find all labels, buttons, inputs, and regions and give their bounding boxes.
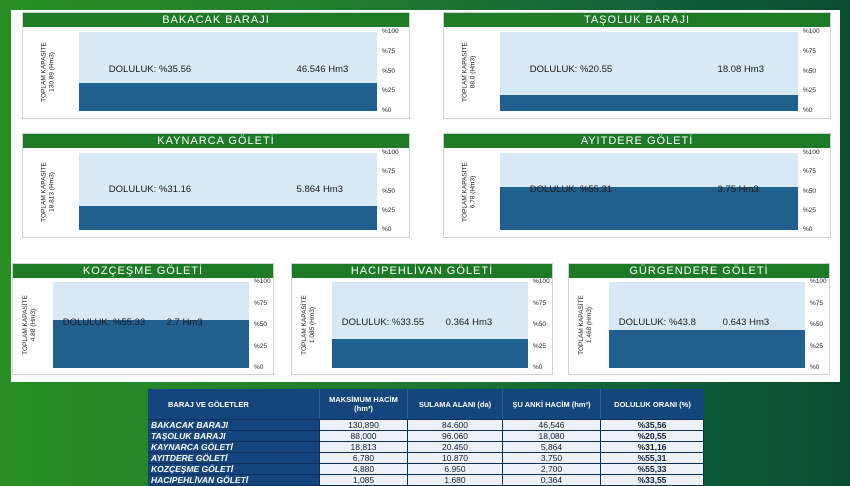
y-tick-label: %50	[382, 187, 396, 195]
y-tick-label: %0	[810, 364, 820, 371]
table-cell: 84.600	[408, 420, 503, 431]
y-tick-label: %25	[382, 206, 396, 214]
reservoir-chart-card	[22, 133, 410, 238]
table-row	[148, 420, 704, 431]
hacim-label: 5.864 Hm3	[296, 183, 344, 195]
y-axis-title	[461, 32, 479, 111]
hacim-label: 18.08 Hm3	[717, 63, 765, 75]
y-axis-title	[578, 282, 596, 368]
y-axis-title-line: TOPLAM KAPASİTE	[461, 41, 468, 102]
fill-bar	[500, 95, 798, 111]
doluluk-label: DOLULUK: %33.55	[341, 317, 425, 328]
y-tick-label: %25	[803, 87, 817, 95]
y-tick-label: %0	[254, 364, 264, 371]
y-axis-title	[40, 32, 58, 111]
y-axis-title	[22, 282, 40, 368]
hacim-label: 3.75 Hm3	[717, 183, 759, 195]
y-tick-label: %25	[382, 87, 396, 95]
table-row	[148, 431, 704, 442]
chart-title: GÜRGENDERE GÖLETİ	[569, 264, 829, 278]
y-tick-label: %25	[533, 342, 547, 350]
y-axis-title-line: TOPLAM KAPASİTE	[301, 295, 308, 355]
chart-title: KOZÇEŞME GÖLETİ	[13, 264, 273, 278]
y-tick-label: %0	[803, 107, 813, 114]
header-su-anki-hacim: ŞU ANKİ HACİM (hm³)	[503, 389, 601, 419]
y-tick-label: %0	[803, 226, 813, 233]
reservoir-chart-card	[22, 12, 410, 119]
y-axis-capacity: 1.468 (Hm3)	[586, 306, 593, 344]
table-header	[148, 389, 704, 419]
table-cell: 130,890	[320, 420, 408, 431]
table-cell: 10.870	[408, 453, 503, 464]
header-baraj: BARAJ VE GÖLETLER	[148, 389, 320, 419]
doluluk-label: DOLULUK: %20.55	[529, 63, 613, 75]
table-cell-name: BAKACAK BARAJI	[148, 420, 320, 431]
doluluk-label: DOLULUK: %31.16	[108, 183, 192, 195]
y-axis-title	[461, 153, 479, 230]
y-axis-title-line: TOPLAM KAPASİTE	[40, 161, 47, 222]
chart-title: TAŞOLUK BARAJI	[444, 13, 830, 27]
table-cell: %55,31	[601, 453, 704, 464]
chart-title: KAYNARCA GÖLETİ	[23, 134, 409, 148]
y-axis-title-line: TOPLAM KAPASİTE	[22, 295, 29, 355]
chart-title: AYITDERE GÖLETİ	[444, 134, 830, 148]
table-cell: 18,080	[503, 431, 601, 442]
y-tick-label: %75	[382, 47, 396, 55]
table-cell-name: TAŞOLUK BARAJI	[148, 431, 320, 442]
header-maksimum-hacim: MAKSİMUM HACİM (hm³)	[320, 389, 408, 419]
y-tick-label: %50	[810, 321, 824, 328]
table-cell: 6.950	[408, 464, 503, 475]
hacim-label: 0.364 Hm3	[445, 317, 493, 328]
table-cell: %35,56	[601, 420, 704, 431]
table-cell: 3,750	[503, 453, 601, 464]
table-cell: 88,000	[320, 431, 408, 442]
fill-bar	[332, 339, 528, 368]
y-tick-label: %75	[803, 47, 817, 55]
hacim-label: 0.643 Hm3	[722, 317, 770, 328]
y-tick-label: %100	[803, 149, 820, 156]
y-tick-label: %50	[803, 187, 817, 195]
y-tick-label: %75	[803, 168, 817, 176]
table-row	[148, 475, 704, 486]
doluluk-label: DOLULUK: %55.33	[62, 317, 146, 328]
doluluk-label: DOLULUK: %43.8	[618, 317, 696, 328]
y-tick-label: %0	[533, 364, 543, 371]
fill-bar	[79, 206, 377, 230]
table-cell: 4,880	[320, 464, 408, 475]
table-row	[148, 453, 704, 464]
y-tick-label: %0	[382, 226, 392, 233]
table-cell: 0,364	[503, 475, 601, 486]
y-tick-label: %75	[382, 168, 396, 176]
y-axis-capacity: 18.813 (Hm3)	[48, 171, 55, 212]
table-cell: 5,864	[503, 442, 601, 453]
y-tick-label: %100	[382, 149, 399, 156]
hacim-label: 46.546 Hm3	[296, 63, 349, 75]
table-cell: 96.060	[408, 431, 503, 442]
table-row	[148, 464, 704, 475]
table-cell: 18,813	[320, 442, 408, 453]
table-cell: %20,55	[601, 431, 704, 442]
y-axis-capacity: 4.88 (Hm3)	[30, 308, 37, 342]
doluluk-label: DOLULUK: %35.56	[108, 63, 192, 75]
chart-title: BAKACAK BARAJI	[23, 13, 409, 27]
y-tick-label: %50	[803, 67, 817, 75]
y-axis-title	[301, 282, 319, 368]
y-axis-capacity: 6.78 (Hm3)	[469, 175, 476, 208]
hacim-label: 2.7 Hm3	[166, 317, 203, 328]
table-cell: %33,55	[601, 475, 704, 486]
y-tick-label: %25	[254, 342, 268, 350]
table-cell: 1,085	[320, 475, 408, 486]
reservoir-chart-card	[291, 263, 553, 375]
table-cell: 46,546	[503, 420, 601, 431]
table-cell: %31,16	[601, 442, 704, 453]
chart-title: HACIPEHLİVAN GÖLETİ	[292, 264, 552, 278]
y-tick-label: %100	[382, 28, 399, 35]
reservoir-chart-card	[12, 263, 274, 375]
reservoir-chart-card	[443, 12, 831, 119]
y-tick-label: %25	[803, 206, 817, 214]
y-tick-label: %75	[254, 299, 268, 307]
y-tick-label: %100	[810, 278, 827, 285]
table-cell: %55,33	[601, 464, 704, 475]
y-tick-label: %100	[803, 28, 820, 35]
y-axis-capacity: 130.89 (Hm3)	[48, 51, 55, 92]
table-cell: 2,700	[503, 464, 601, 475]
y-tick-label: %50	[382, 67, 396, 75]
summary-table	[148, 389, 704, 485]
fill-bar	[79, 83, 377, 111]
y-axis-title	[40, 153, 58, 230]
y-axis-capacity: 1.085 (Hm3)	[309, 306, 316, 344]
y-tick-label: %0	[382, 107, 392, 114]
y-tick-label: %100	[254, 278, 271, 285]
header-doluluk-orani: DOLULUK ORANI (%)	[614, 399, 691, 409]
table-cell-name: HACIPEHLİVAN GÖLETİ	[148, 475, 320, 486]
y-tick-label: %75	[810, 299, 824, 307]
table-cell: 6,780	[320, 453, 408, 464]
y-axis-title-line: TOPLAM KAPASİTE	[578, 295, 585, 355]
y-axis-capacity: 88.0 (Hm3)	[469, 55, 476, 88]
y-tick-label: %75	[533, 299, 547, 307]
table-cell-name: KOZÇEŞME GÖLETİ	[148, 464, 320, 475]
table-cell-name: AYITDERE GÖLETİ	[148, 453, 320, 464]
y-tick-label: %50	[533, 321, 547, 328]
y-tick-label: %25	[810, 342, 824, 350]
reservoir-chart-card	[568, 263, 830, 375]
doluluk-label: DOLULUK: %55.31	[529, 183, 613, 195]
table-cell: 1.680	[408, 475, 503, 486]
fill-bar	[609, 330, 805, 368]
table-cell-name: KAYNARCA GÖLETİ	[148, 442, 320, 453]
table-row	[148, 442, 704, 453]
y-tick-label: %50	[254, 321, 268, 328]
y-axis-title-line: TOPLAM KAPASİTE	[461, 161, 468, 222]
header-sulama-alani: SULAMA ALANI (da)	[408, 389, 503, 419]
y-axis-title-line: TOPLAM KAPASİTE	[40, 41, 47, 102]
table-cell: 20.450	[408, 442, 503, 453]
reservoir-chart-card	[443, 133, 831, 238]
y-tick-label: %100	[533, 278, 550, 285]
